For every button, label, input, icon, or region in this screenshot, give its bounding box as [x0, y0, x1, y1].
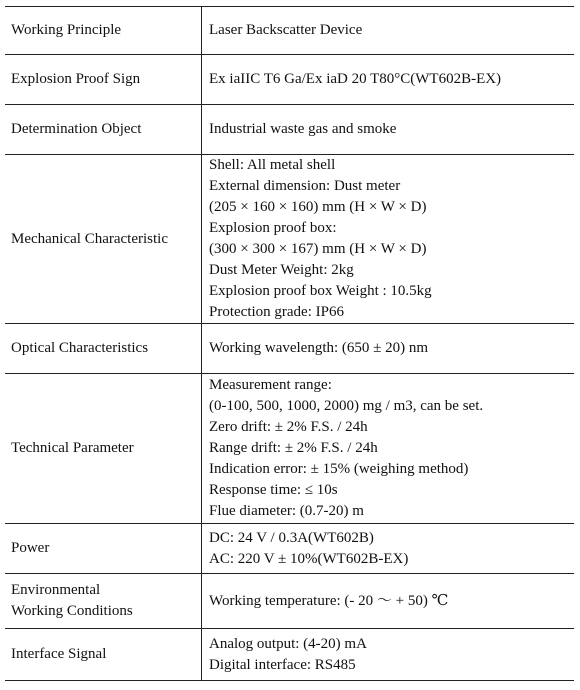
row-value-line: Analog output: (4-20) mA — [209, 635, 367, 652]
row-label-text: Working Conditions — [11, 603, 133, 619]
row-technical-parameter — [5, 374, 574, 524]
row-value-cell — [202, 55, 575, 105]
row-value-line: Explosion proof box Weight : 10.5kg — [209, 283, 432, 299]
row-value-line: Working temperature: (- 20 ～ + 50) ℃ — [209, 592, 449, 609]
row-label-cell — [5, 105, 202, 155]
row-value-line: Industrial waste gas and smoke — [209, 121, 397, 137]
row-interface-signal — [5, 629, 574, 681]
row-value-line: Measurement range: — [209, 377, 332, 393]
row-value-line: Indication error: ± 15% (weighing method) — [209, 461, 469, 477]
row-value-line: Response time: ≤ 10s — [209, 482, 338, 498]
row-value-line: DC: 24 V / 0.3A(WT602B) — [209, 529, 374, 546]
row-value-line: (205 × 160 × 160) mm (H × W × D) — [209, 199, 427, 215]
row-value-line: Laser Backscatter Device — [209, 22, 363, 38]
spec-table — [5, 6, 574, 681]
row-explosion-proof-sign — [5, 55, 574, 105]
row-value-cell — [202, 524, 575, 574]
row-value-cell — [202, 374, 575, 524]
row-power — [5, 524, 574, 574]
row-value-line: External dimension: Dust meter — [209, 178, 401, 194]
row-value-cell — [202, 105, 575, 155]
row-value-cell — [202, 629, 575, 681]
row-value-line: AC: 220 V ± 10%(WT602B-EX) — [209, 550, 409, 567]
row-label-text: Environmental — [11, 582, 101, 598]
row-optical-characteristics — [5, 324, 574, 374]
row-value-line: (300 × 300 × 167) mm (H × W × D) — [209, 241, 427, 257]
row-value-line: Dust Meter Weight: 2kg — [209, 262, 354, 278]
row-label-text: Explosion Proof Sign — [11, 71, 141, 87]
row-value-cell — [202, 574, 575, 629]
row-determination-object — [5, 105, 574, 155]
row-label-cell — [5, 629, 202, 681]
row-label-text: Power — [11, 540, 50, 556]
row-label-cell — [5, 374, 202, 524]
row-label-cell — [5, 155, 202, 324]
row-label-text: Mechanical Characteristic — [11, 230, 169, 247]
row-value-line: Working wavelength: (650 ± 20) nm — [209, 340, 429, 356]
row-label-cell — [5, 7, 202, 55]
row-value-line: Zero drift: ± 2% F.S. / 24h — [209, 419, 368, 435]
row-value-line: Range drift: ± 2% F.S. / 24h — [209, 440, 378, 456]
row-value-line: Digital interface: RS485 — [209, 656, 356, 673]
row-label-cell — [5, 574, 202, 629]
row-label-text: Optical Characteristics — [11, 340, 149, 356]
row-value-cell — [202, 7, 575, 55]
row-mechanical-characteristic — [5, 155, 574, 324]
row-value-line: Ex iaIIC T6 Ga/Ex iaD 20 T80°C(WT602B-EX) — [209, 71, 502, 87]
row-value-line: (0-100, 500, 1000, 2000) mg / m3, can be set. — [209, 398, 484, 414]
row-value-line: Protection grade: IP66 — [209, 304, 344, 320]
row-label-text: Determination Object — [11, 121, 142, 137]
row-value-line: Shell: All metal shell — [209, 157, 336, 173]
row-value-cell — [202, 324, 575, 374]
row-value-line: Explosion proof box: — [209, 220, 337, 236]
row-value-cell — [202, 155, 575, 324]
spec-table-body — [5, 7, 574, 681]
row-label-text: Technical Parameter — [11, 440, 134, 456]
row-label-text: Interface Signal — [11, 646, 107, 662]
row-label-text: Working Principle — [11, 22, 122, 38]
row-value-line: Flue diameter: (0.7-20) m — [209, 503, 364, 519]
row-working-principle — [5, 7, 574, 55]
row-environmental-working-conditions — [5, 574, 574, 629]
row-label-cell — [5, 324, 202, 374]
row-label-cell — [5, 55, 202, 105]
row-label-cell — [5, 524, 202, 574]
